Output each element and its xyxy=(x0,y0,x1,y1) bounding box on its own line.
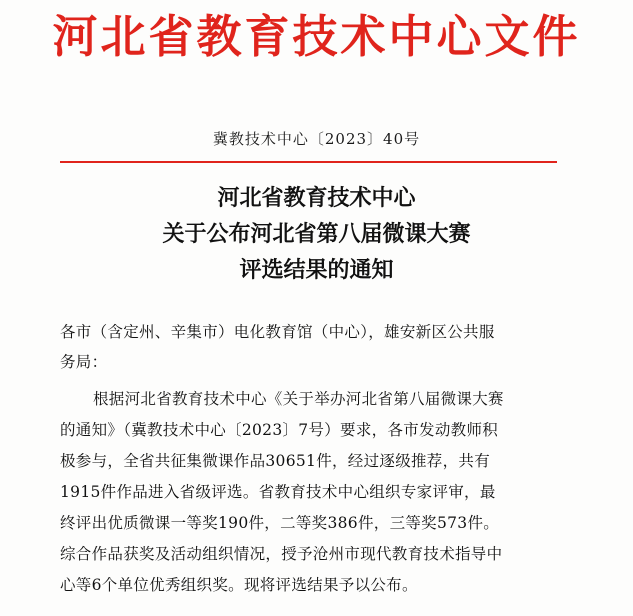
notice-title-line-3: 评选结果的通知 xyxy=(239,258,394,283)
notice-title-line-1: 河北省教育技术中心 xyxy=(217,186,416,211)
body-paragraph-line-5: 终评出优质微课一等奖190件，二等奖386件，三等奖573件。 xyxy=(60,514,500,532)
body-paragraph-line-1: 根据河北省教育技术中心《关于举办河北省第八届微课大赛 xyxy=(93,390,504,408)
body-paragraph-line-7: 心等6个单位优秀组织奖。现将评选结果予以公布。 xyxy=(60,576,418,594)
body-paragraph-line-3: 极参与，全省共征集微课作品30651件，经过逐级推荐，共有 xyxy=(60,452,491,470)
body-paragraph-line-2: 的通知》（冀教技术中心〔2023〕7号）要求，各市发动教师积 xyxy=(60,421,499,439)
addressee-line-1: 各市（含定州、辛集市）电化教育馆（中心），雄安新区公共服 xyxy=(60,323,495,341)
notice-title-line-2: 关于公布河北省第八届微课大赛 xyxy=(162,222,471,247)
document-number: 冀教技术中心〔2023〕40号 xyxy=(212,130,421,148)
document-header-title: 河北省教育技术中心文件 xyxy=(52,10,581,63)
body-paragraph-line-6: 综合作品获奖及活动组织情况，授予沧州市现代教育技术指导中 xyxy=(60,545,503,563)
addressee-line-2: 务局： xyxy=(60,353,108,371)
body-paragraph-line-4: 1915件作品进入省级评选。省教育技术中心组织专家评审，最 xyxy=(60,483,496,501)
red-divider-line xyxy=(60,161,557,163)
